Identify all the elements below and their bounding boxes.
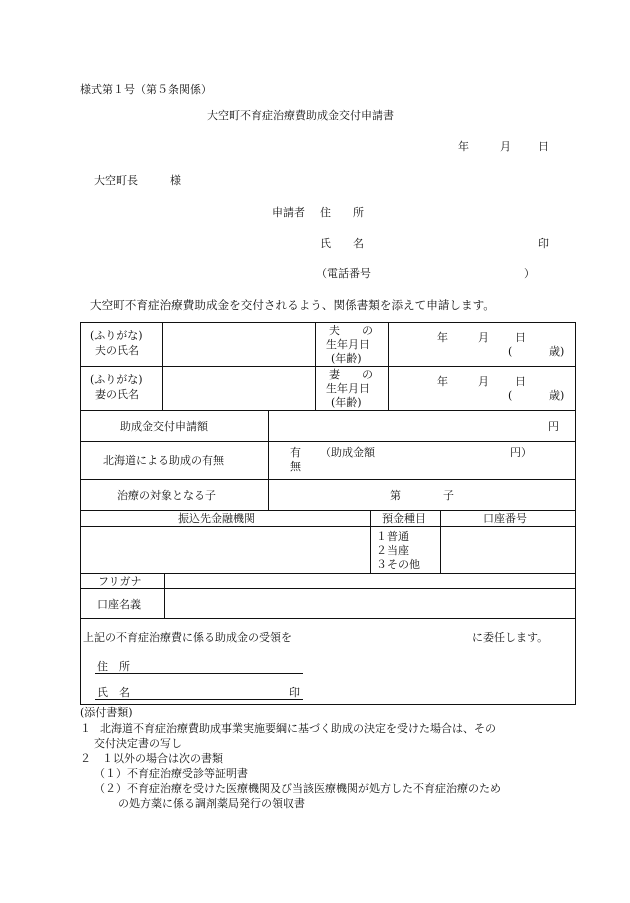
wife-dob-month: 月	[478, 375, 489, 388]
hokkaido-amount-label: （助成金額	[320, 446, 375, 459]
attachment-2-sub-1: （１）不育症治療受診等証明書	[94, 767, 248, 780]
hokkaido-amount-close: 円）	[510, 446, 532, 459]
attachment-2-number: ２	[80, 752, 91, 765]
bank-header: 振込先金融機関	[178, 512, 255, 525]
husband-dob-year: 年	[437, 331, 448, 344]
addressee-suffix: 様	[170, 174, 181, 187]
amount-unit: 円	[548, 420, 559, 433]
wife-dob-label-2: 生年月日	[326, 382, 370, 395]
child-prefix: 第	[390, 489, 401, 502]
attachment-1-line-2: 交付決定書の写し	[94, 737, 182, 750]
delegate-field[interactable]	[340, 628, 468, 646]
deposit-option-3[interactable]: ３その他	[376, 558, 420, 571]
applicant-phone-close: ）	[524, 267, 535, 280]
date-month-label: 月	[500, 140, 511, 153]
wife-age-label: (年齢)	[331, 396, 362, 409]
child-suffix: 子	[443, 489, 454, 502]
delegate-name-underline[interactable]	[95, 699, 303, 700]
applicant-name-label: 氏 名	[320, 237, 364, 250]
amount-label: 助成金交付申請額	[120, 420, 208, 433]
wife-dob-label-1: 妻 の	[329, 368, 373, 381]
bank-field[interactable]	[81, 527, 370, 573]
attachment-1-number: １	[80, 722, 91, 735]
applicant-address-label: 住 所	[320, 206, 364, 219]
attachments-heading: (添付書類)	[80, 706, 133, 719]
account-name-field[interactable]	[165, 589, 575, 618]
husband-name-field[interactable]	[163, 323, 315, 366]
wife-name-label: 妻の氏名	[95, 388, 139, 401]
husband-furigana-label: (ふりがな)	[90, 329, 143, 342]
wife-age-open: (	[508, 389, 513, 402]
delegate-name-label: 氏 名	[97, 686, 130, 699]
deposit-option-1[interactable]: １普通	[376, 530, 409, 543]
husband-age-open: (	[508, 345, 513, 358]
hokkaido-yes-option[interactable]: 有	[290, 446, 301, 459]
delegate-seal: 印	[289, 686, 300, 699]
amount-field[interactable]	[269, 411, 539, 441]
delegate-address-underline[interactable]	[95, 673, 303, 674]
attachment-1-line-1: 北海道不育症治療費助成事業実施要綱に基づく助成の決定を受けた場合は、その	[100, 722, 496, 735]
applicant-phone-label: （電話番号	[316, 267, 371, 280]
delegation-text: 上記の不育症治療費に係る助成金の受領を	[83, 631, 292, 644]
document-title: 大空町不育症治療費助成金交付申請書	[207, 109, 394, 122]
wife-age-close: 歳)	[549, 389, 565, 402]
deposit-option-2[interactable]: ２当座	[376, 544, 409, 557]
husband-dob-day: 日	[515, 331, 526, 344]
intro-text: 大空町不育症治療費助成金を交付されるよう、関係書類を添えて申請します。	[90, 298, 495, 312]
husband-age-close: 歳)	[549, 345, 565, 358]
deposit-type-header: 預金種目	[382, 512, 426, 525]
wife-dob-day: 日	[515, 375, 526, 388]
attachment-2-text: １以外の場合は次の書類	[102, 752, 223, 765]
addressee: 大空町長	[94, 174, 138, 187]
husband-dob-month: 月	[478, 331, 489, 344]
form-number: 様式第１号（第５条関係）	[80, 83, 212, 96]
wife-dob-year: 年	[437, 375, 448, 388]
account-name-label: 口座名義	[97, 598, 141, 611]
applicant-label: 申請者	[272, 206, 305, 219]
date-year-label: 年	[458, 140, 469, 153]
account-number-field[interactable]	[441, 527, 575, 573]
furigana-label: フリガナ	[98, 575, 142, 588]
attachment-2-sub-2-line-2: の処方薬に係る調剤薬局発行の領収書	[118, 797, 305, 810]
furigana-field[interactable]	[165, 574, 575, 588]
husband-age-label: (年齢)	[331, 352, 362, 365]
husband-dob-label-2: 生年月日	[326, 338, 370, 351]
account-number-header: 口座番号	[483, 512, 527, 525]
husband-name-label: 夫の氏名	[95, 344, 139, 357]
child-label: 治療の対象となる子	[117, 489, 216, 502]
wife-name-field[interactable]	[163, 367, 315, 410]
hokkaido-no-option[interactable]: 無	[290, 460, 301, 473]
wife-furigana-label: (ふりがな)	[90, 373, 143, 386]
applicant-seal: 印	[538, 237, 549, 250]
delegation-suffix: に委任します。	[472, 631, 549, 644]
attachment-2-sub-2-line-1: （２）不育症治療を受けた医療機関及び当該医療機関が処方した不育症治療のため	[94, 782, 501, 795]
husband-dob-label-1: 夫 の	[329, 324, 373, 337]
delegate-address-label: 住 所	[97, 660, 130, 673]
date-day-label: 日	[538, 140, 549, 153]
hokkaido-label: 北海道による助成の有無	[103, 454, 224, 467]
